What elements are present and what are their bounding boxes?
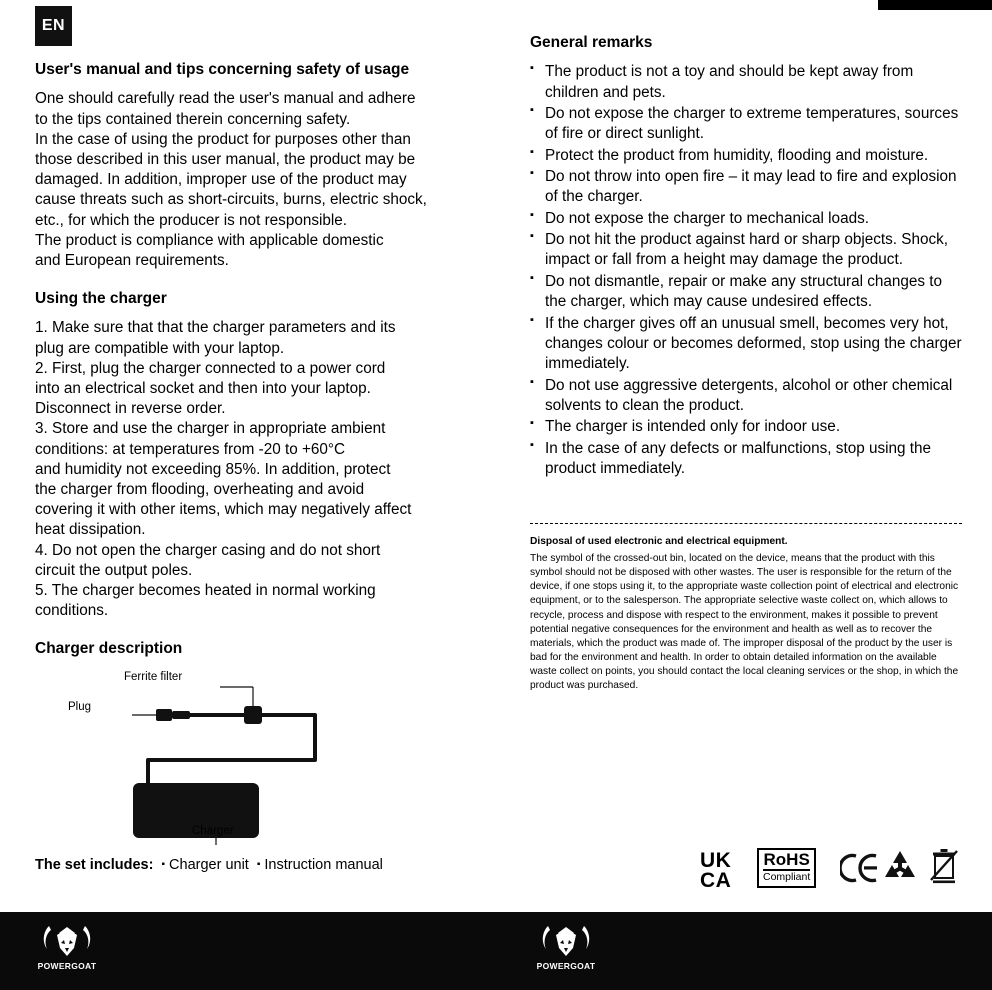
ukca-line2: CA — [700, 868, 732, 892]
list-item: ▪ If the charger gives off an unusual smell, becomes very hot, changes colour or becomes deformed, stop using the charger immediately. — [530, 314, 962, 375]
set-includes-item: Instruction manual — [264, 857, 383, 873]
list-item: ▪ Do not dismantle, repair or make any structural changes to the charger, which may cause undesired effects. — [530, 272, 962, 313]
using-line: 3. Store and use the charger in appropriate ambient — [35, 420, 386, 438]
general-remarks-list — [530, 62, 962, 479]
diagram-label-charger: Charger — [192, 825, 234, 837]
ce-mark-icon — [840, 853, 878, 888]
disposal-title: Disposal of used electronic and electrical equipment. — [530, 536, 788, 547]
goat-head-icon — [538, 922, 594, 960]
safety-line: The product is compliance with applicable domestic — [35, 231, 384, 249]
safety-line: those described in this user manual, the product may be — [35, 150, 416, 168]
language-badge: EN — [35, 6, 72, 46]
brand-logo-center — [530, 922, 602, 980]
using-line: 4. Do not open the charger casing and do not short — [35, 541, 381, 559]
safety-line: and European requirements. — [35, 251, 229, 269]
section-title-using-charger: Using the charger — [35, 290, 167, 308]
rohs-line1: RoHS — [763, 850, 810, 869]
list-item: ▪ In the case of any defects or malfunctions, stop using the product immediately. — [530, 439, 962, 480]
goat-head-icon — [39, 922, 95, 960]
section-title-safety: User's manual and tips concerning safety of usage — [35, 61, 410, 78]
safety-line: cause threats such as short-circuits, burns, electric shock, — [35, 191, 427, 209]
using-line: the charger from flooding, overheating and avoid — [35, 480, 365, 498]
set-includes-label: The set includes: — [35, 857, 154, 873]
brand-name: POWERGOAT — [536, 961, 596, 971]
disposal-body: The symbol of the crossed-out bin, located on the device, means that the product with this symbol should not be disposed with other wastes. The user is responsible for the return of the device, if one stops using it, to the appropriate waste collection point of electrical and electronic equipment, or to the salesperson. The appropriate selective waste collect on, which allows to recycle, process and dispose with respect to the environment, makes it possible to prevent potential negative consequences for the environment and health as well as to recover the materials, which the product was made of. The improper disposal of the product by the user is bad for the environment and health. In order to obtain detailed information on the available waste collect on points, you should contact the local cleaning services or the shop, in which the product was purchased. — [530, 553, 959, 691]
section-divider — [530, 523, 962, 524]
footer-bar — [0, 912, 992, 990]
using-line: circuit the output poles. — [35, 561, 193, 579]
left-column — [35, 60, 480, 669]
using-line: plug are compatible with your laptop. — [35, 339, 285, 357]
bullet-dot-icon: ▪ — [256, 859, 261, 870]
set-includes-item: Charger unit — [169, 857, 249, 873]
list-item: ▪ Do not expose the charger to extreme temperatures, sources of fire or direct sunlight. — [530, 104, 962, 145]
using-line: heat dissipation. — [35, 521, 146, 539]
set-includes-line — [35, 857, 383, 873]
bullet-dot-icon: ▪ — [161, 859, 166, 870]
disposal-section — [530, 536, 964, 693]
using-line: 5. The charger becomes heated in normal working — [35, 581, 376, 599]
safety-line: etc., for which the producer is not responsible. — [35, 211, 348, 229]
safety-line: In the case of using the product for purposes other than — [35, 130, 411, 148]
using-line: 1. Make sure that that the charger parameters and its — [35, 319, 396, 337]
crossed-out-bin-icon — [928, 847, 960, 890]
brand-logo-left — [31, 922, 103, 980]
using-line: conditions: at temperatures from -20 to +60°C — [35, 440, 346, 458]
safety-line: to the tips contained therein concerning safety. — [35, 110, 351, 128]
list-item: ▪ The product is not a toy and should be kept away from children and pets. — [530, 62, 962, 103]
using-charger-paragraphs — [35, 318, 480, 621]
section-title-general-remarks: General remarks — [530, 34, 653, 51]
list-item: ▪ Do not expose the charger to mechanical loads. — [530, 209, 962, 229]
rohs-mark-icon — [757, 848, 816, 888]
list-item: ▪ Do not throw into open fire – it may lead to fire and explosion of the charger. — [530, 167, 962, 208]
list-item: ▪ Protect the product from humidity, flooding and moisture. — [530, 146, 962, 166]
ukca-mark-icon — [700, 851, 731, 891]
diagram-label-plug: Plug — [68, 701, 92, 713]
using-line: and humidity not exceeding 85%. In addition, protect — [35, 460, 391, 478]
using-line: 2. First, plug the charger connected to a power cord — [35, 359, 386, 377]
brand-name: POWERGOAT — [37, 961, 97, 971]
safety-line: One should carefully read the user's manual and adhere — [35, 90, 416, 108]
safety-paragraphs — [35, 89, 480, 271]
rohs-line2: Compliant — [763, 871, 811, 883]
list-item: ▪ The charger is intended only for indoor use. — [530, 417, 962, 437]
using-line: into an electrical socket and then into your laptop. — [35, 380, 371, 397]
section-title-charger-description: Charger description — [35, 640, 183, 658]
using-line: Disconnect in reverse order. — [35, 400, 226, 418]
using-line: covering it with other items, which may negatively affect — [35, 501, 412, 519]
diagram-label-ferrite-filter: Ferrite filter — [124, 671, 183, 683]
safety-line: damaged. In addition, improper use of the product may — [35, 171, 407, 189]
charger-diagram — [68, 665, 400, 845]
top-black-strip — [878, 0, 992, 10]
ukca-line1: UK — [700, 849, 732, 872]
recycle-mark-icon — [882, 849, 918, 888]
certification-marks — [700, 845, 962, 903]
list-item: ▪ Do not hit the product against hard or sharp objects. Shock, impact or fall from a height may damage the product. — [530, 230, 962, 271]
list-item: ▪ Do not use aggressive detergents, alcohol or other chemical solvents to clean the product. — [530, 376, 962, 417]
right-column — [530, 33, 962, 480]
using-line: conditions. — [35, 602, 109, 620]
